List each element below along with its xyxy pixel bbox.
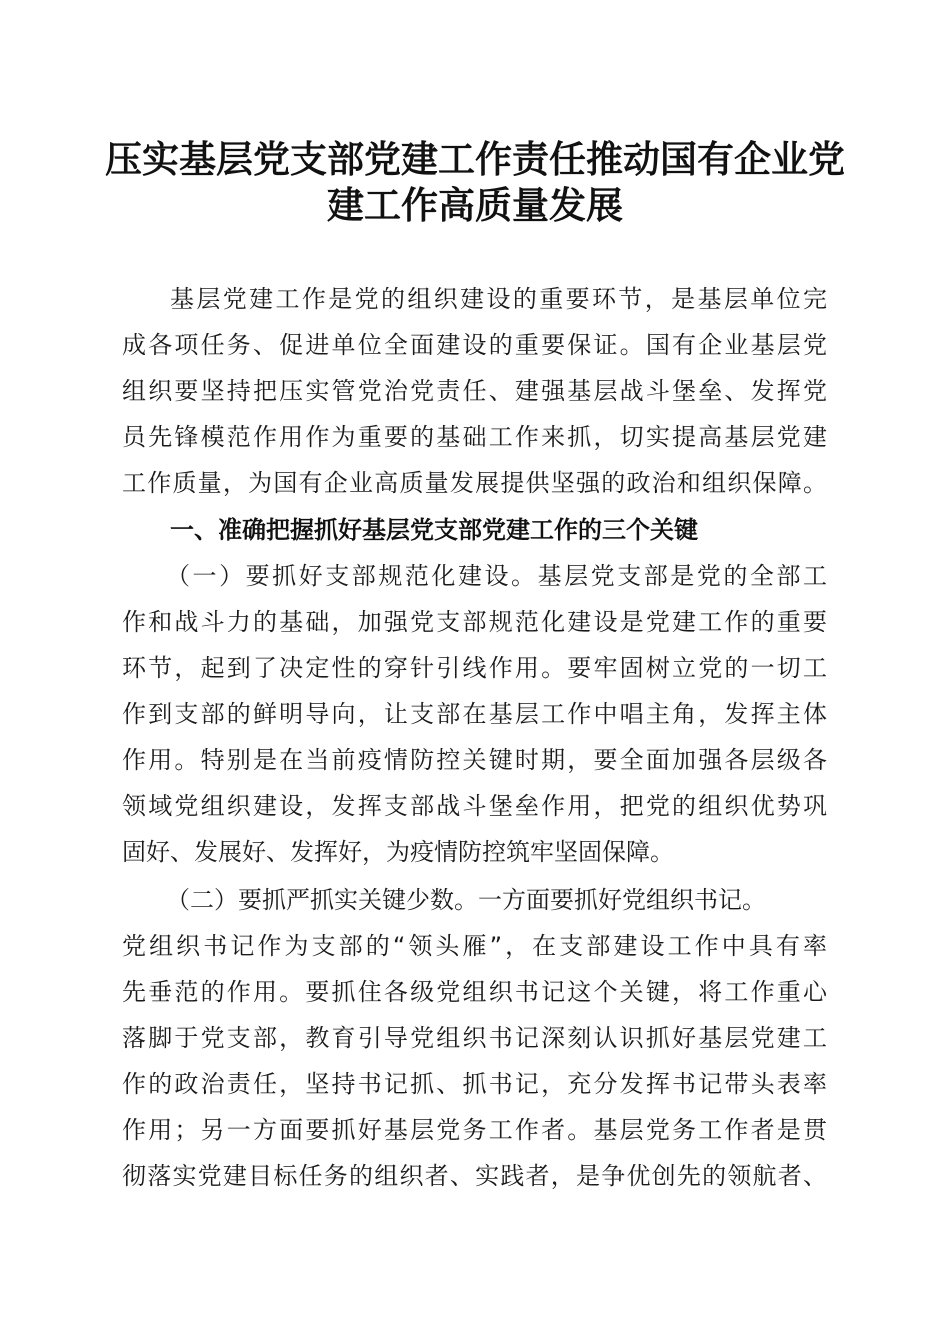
section-1-heading: 一、准确把握抓好基层党支部党建工作的三个关键 — [170, 516, 698, 544]
subsection-1-line: 领域党组织建设，发挥支部战斗堡垒作用，把党的组织优势巩 — [122, 792, 827, 820]
intro-paragraph-line: 成各项任务、促进单位全面建设的重要保证。国有企业基层党 — [122, 331, 827, 359]
document-title-line-2: 建工作高质量发展 — [327, 183, 623, 227]
subsection-1-line: 环节，起到了决定性的穿针引线作用。要牢固树立党的一切工 — [122, 654, 827, 682]
subsection-1-line: 作用。特别是在当前疫情防控关键时期，要全面加强各层级各 — [122, 746, 827, 774]
subsection-2-line: 落脚于党支部，教育引导党组织书记深刻认识抓好基层党建工 — [122, 1024, 827, 1052]
intro-paragraph-line: 工作质量，为国有企业高质量发展提供坚强的政治和组织保障。 — [122, 469, 827, 497]
subsection-2-line: 党组织书记作为支部的“领头雁”，在支部建设工作中具有率 — [122, 932, 827, 960]
subsection-2-line: 作的政治责任，坚持书记抓、抓书记，充分发挥书记带头表率 — [122, 1070, 827, 1098]
subsection-1-line: （一）要抓好支部规范化建设。基层党支部是党的全部工 — [166, 562, 827, 590]
subsection-1-line: 固好、发展好、发挥好，为疫情防控筑牢坚固保障。 — [122, 838, 674, 866]
subsection-2-line: 先垂范的作用。要抓住各级党组织书记这个关键，将工作重心 — [122, 978, 827, 1006]
subsection-1-line: 作和战斗力的基础，加强党支部规范化建设是党建工作的重要 — [122, 608, 827, 636]
subsection-1-line: 作到支部的鲜明导向，让支部在基层工作中唱主角，发挥主体 — [122, 700, 827, 728]
intro-paragraph-line: 基层党建工作是党的组织建设的重要环节，是基层单位完 — [170, 285, 827, 313]
subsection-2-line: 彻落实党建目标任务的组织者、实践者，是争优创先的领航者、 — [122, 1162, 827, 1190]
subsection-2-line: （二）要抓严抓实关键少数。一方面要抓好党组织书记。 — [166, 886, 766, 914]
subsection-2-line: 作用；另一方面要抓好基层党务工作者。基层党务工作者是贯 — [122, 1116, 827, 1144]
intro-paragraph-line: 员先锋模范作用作为重要的基础工作来抓，切实提高基层党建 — [122, 423, 827, 451]
intro-paragraph-line: 组织要坚持把压实管党治党责任、建强基层战斗堡垒、发挥党 — [122, 377, 827, 405]
document-title-line-1: 压实基层党支部党建工作责任推动国有企业党 — [105, 137, 845, 181]
